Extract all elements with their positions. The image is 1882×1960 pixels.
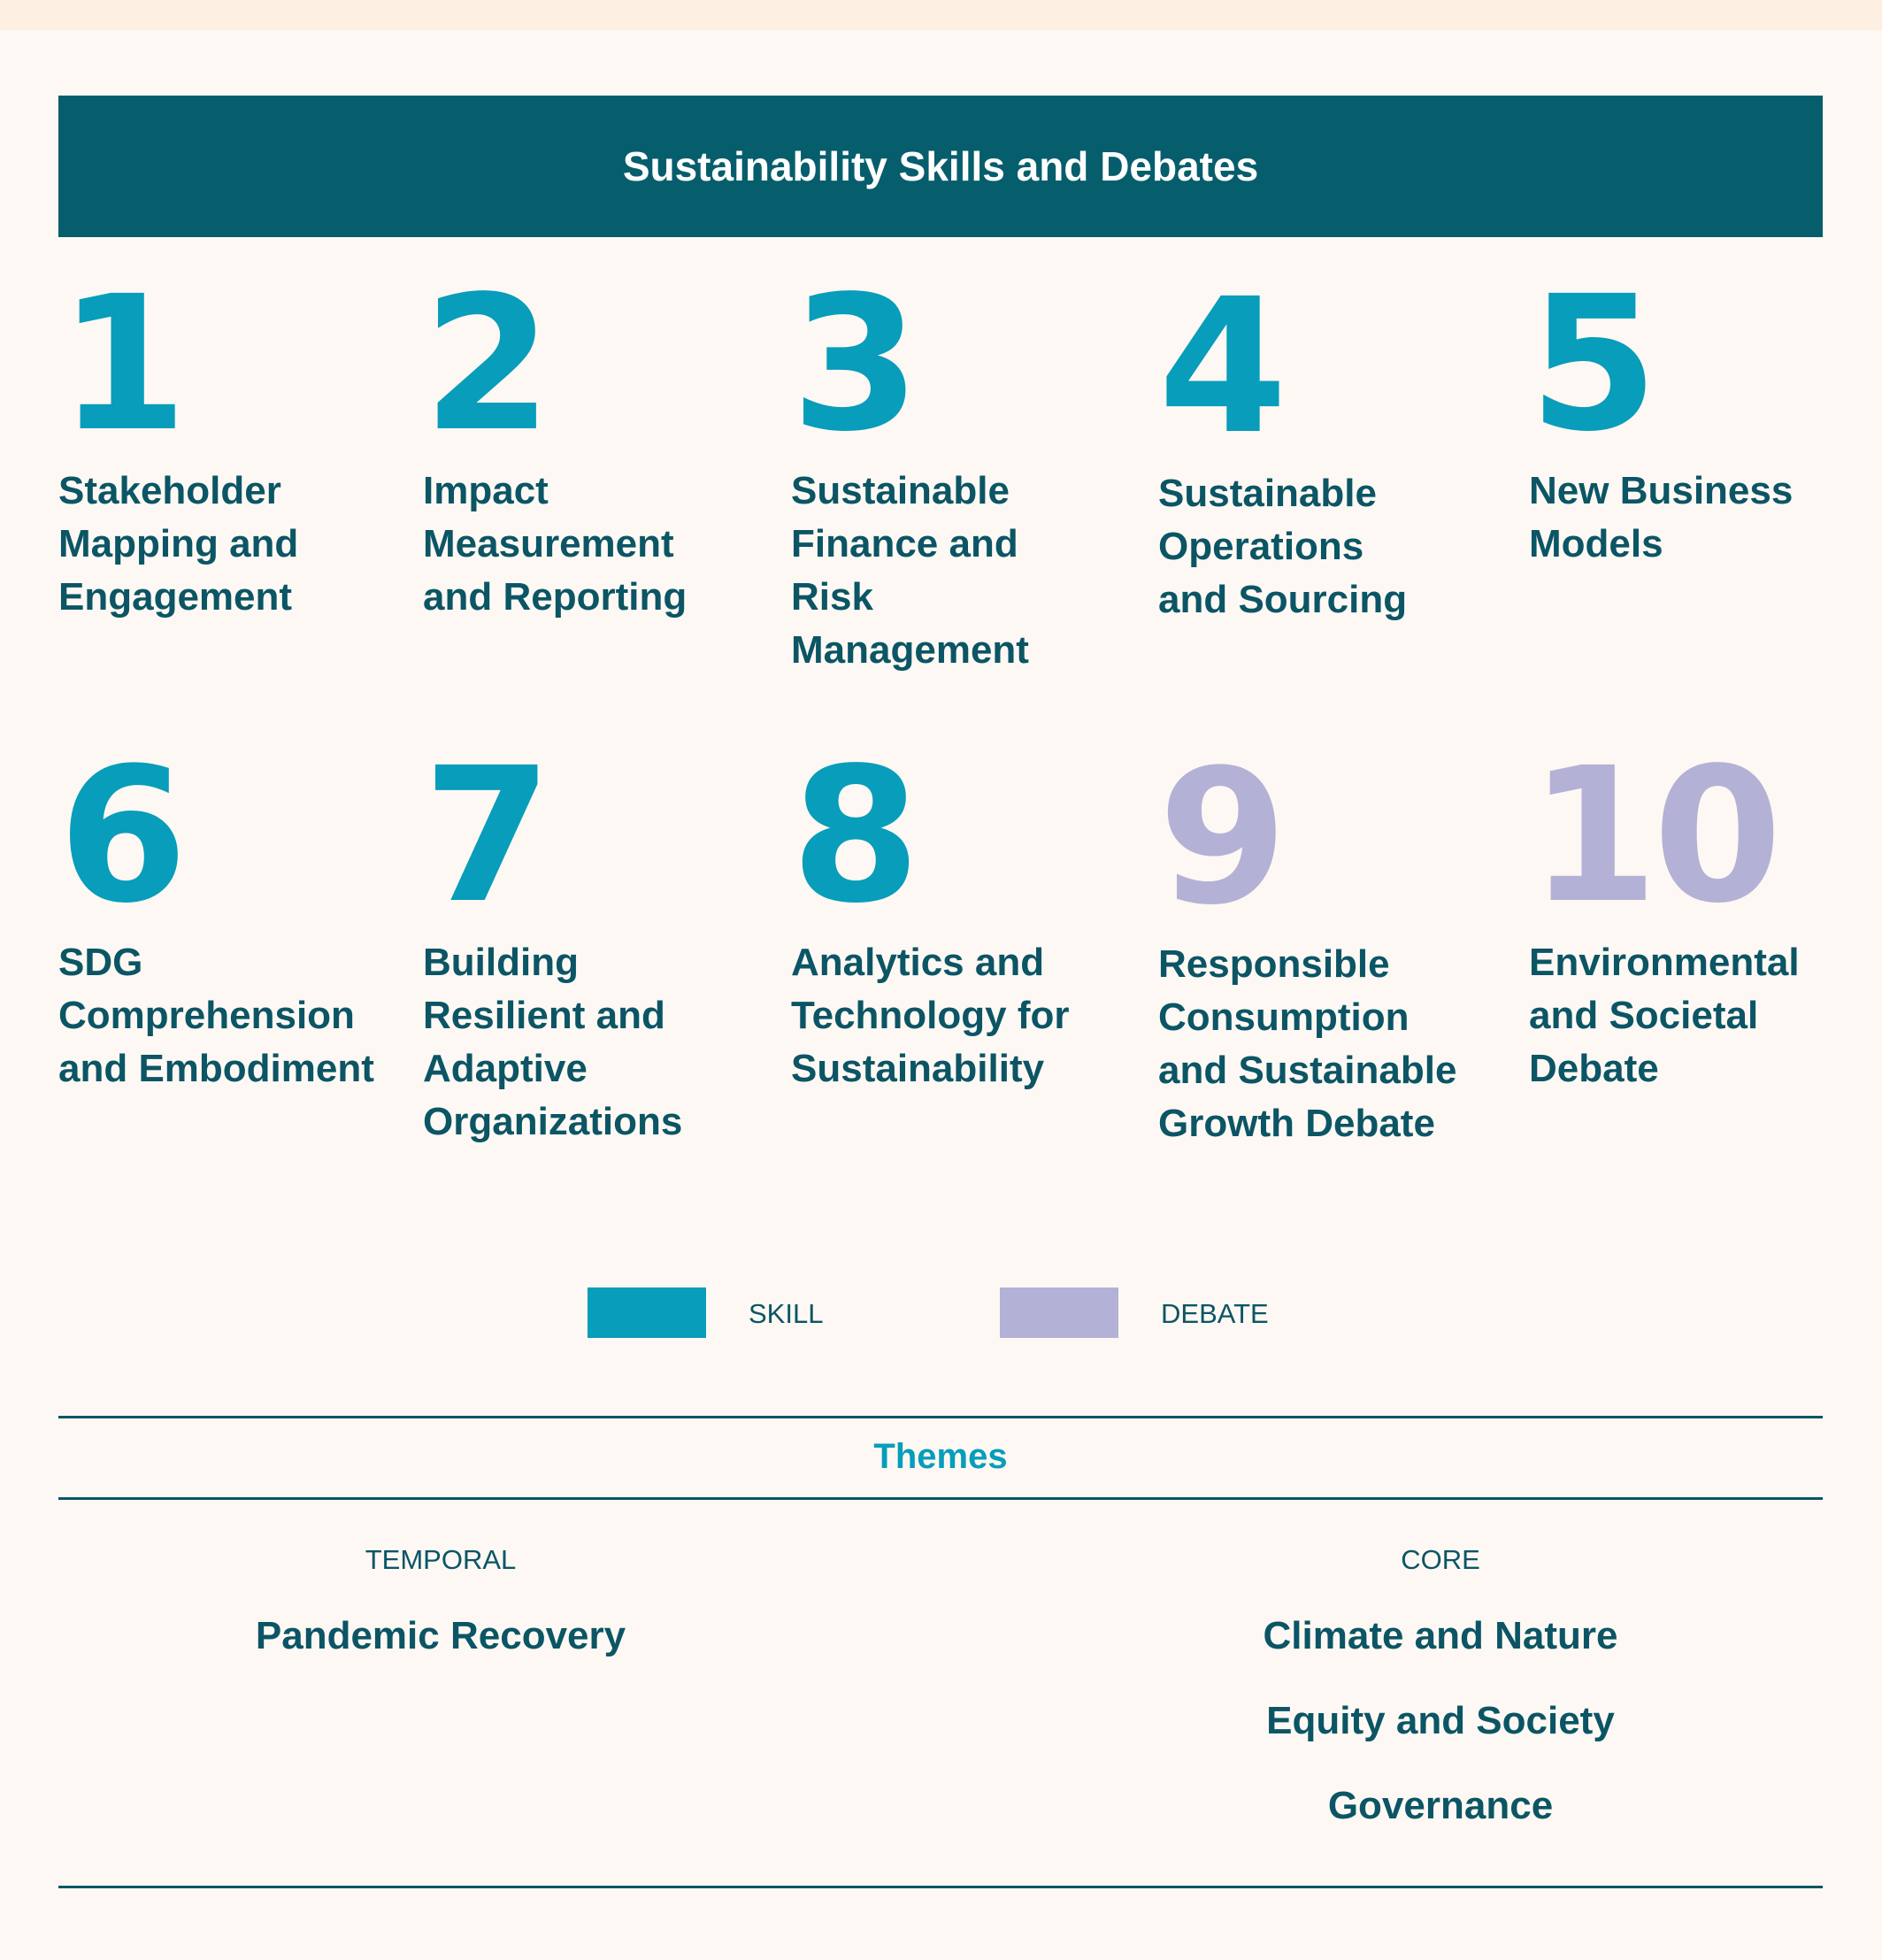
divider-top xyxy=(58,1416,1823,1418)
top-strip xyxy=(0,0,1882,30)
item-number: 9 xyxy=(1158,729,1283,946)
item-number: 10 xyxy=(1529,727,1778,944)
item-7 xyxy=(423,727,777,1149)
item-5 xyxy=(1529,256,1882,571)
core-theme: Equity and Society xyxy=(1266,1699,1615,1742)
item-label: Responsible Consumption and Sustainable Growth Debate xyxy=(1158,942,1457,1145)
divider-bottom xyxy=(58,1886,1823,1888)
item-6 xyxy=(58,727,412,1095)
legend-skill-label: SKILL xyxy=(749,1298,824,1329)
item-label: New Business Models xyxy=(1529,469,1794,565)
divider-middle xyxy=(58,1497,1823,1500)
item-10 xyxy=(1529,727,1882,1095)
item-4 xyxy=(1158,258,1512,626)
page-title-banner xyxy=(58,96,1823,237)
item-2 xyxy=(423,256,777,624)
legend-skill-swatch xyxy=(588,1287,706,1338)
item-label: Impact Measurement and Reporting xyxy=(423,469,688,619)
item-number: 1 xyxy=(58,256,183,473)
item-number: 4 xyxy=(1158,258,1283,475)
item-label: SDG Comprehension and Embodiment xyxy=(58,941,374,1090)
themes-core-column xyxy=(1042,1544,1839,1849)
item-1 xyxy=(58,256,412,624)
item-number: 5 xyxy=(1529,256,1654,473)
item-9 xyxy=(1158,729,1512,1150)
legend-debate-swatch xyxy=(1000,1287,1118,1338)
item-label: Sustainable Operations and Sourcing xyxy=(1158,472,1408,621)
item-number: 6 xyxy=(58,727,183,944)
item-number: 8 xyxy=(791,727,916,944)
temporal-theme: Pandemic Recovery xyxy=(255,1614,626,1657)
item-number: 7 xyxy=(423,727,548,944)
item-label: Analytics and Technology for Sustainability xyxy=(791,941,1070,1090)
core-heading: CORE xyxy=(1401,1544,1480,1575)
item-label: Sustainable Finance and Risk Management xyxy=(791,469,1029,672)
item-label: Environmental and Societal Debate xyxy=(1529,941,1800,1090)
item-label: Building Resilient and Adaptive Organizations xyxy=(423,941,683,1143)
legend-debate-label: DEBATE xyxy=(1161,1298,1269,1329)
item-number: 2 xyxy=(423,256,548,473)
item-3 xyxy=(791,256,1145,677)
themes-temporal-column xyxy=(42,1544,839,1679)
page-title: Sustainability Skills and Debates xyxy=(622,143,1259,189)
temporal-heading: TEMPORAL xyxy=(365,1544,517,1575)
item-label: Stakeholder Mapping and Engagement xyxy=(58,469,299,619)
core-theme: Governance xyxy=(1327,1784,1554,1827)
item-number: 3 xyxy=(791,256,916,473)
item-8 xyxy=(791,727,1145,1095)
themes-heading: Themes xyxy=(873,1437,1008,1476)
core-theme: Climate and Nature xyxy=(1263,1614,1618,1657)
